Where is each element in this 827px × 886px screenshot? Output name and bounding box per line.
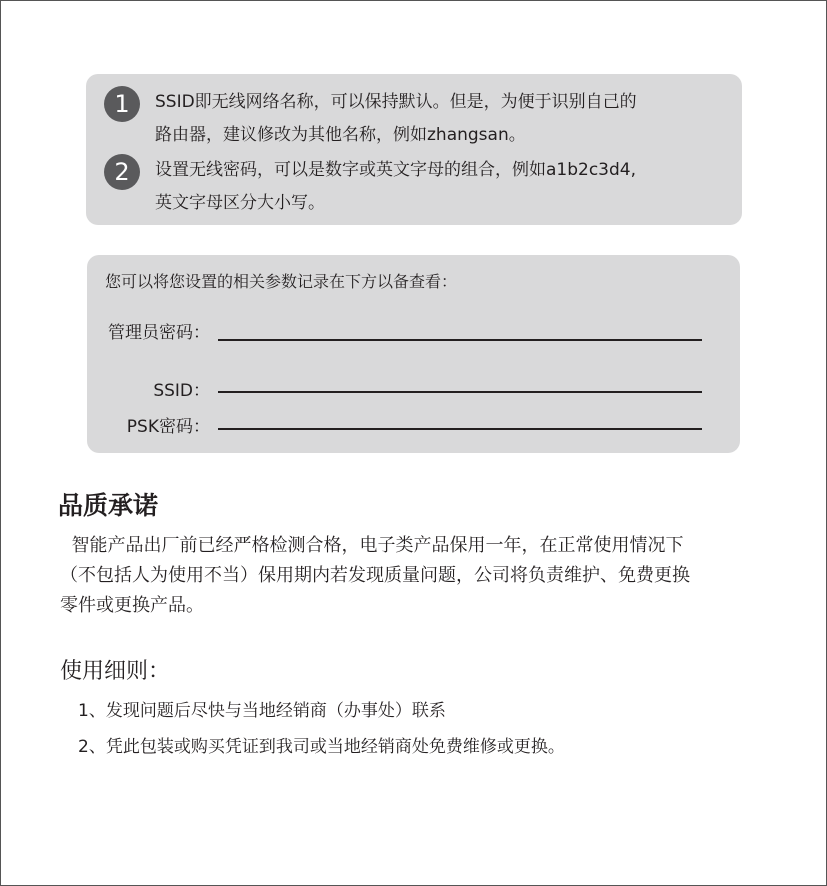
admin-password-write-line bbox=[218, 339, 702, 341]
usage-rules-title: 使用细则： bbox=[60, 659, 171, 684]
ssid-write-line bbox=[218, 391, 702, 393]
quality-line: （不包括人为使用不当）保用期内若发现质量问题，公司将负责维护、免费更换 bbox=[60, 565, 690, 586]
settings-record-box bbox=[87, 255, 740, 453]
psk-password-write-line bbox=[218, 428, 702, 430]
usage-rule-item: 1、发现问题后尽快与当地经销商（办事处）联系 bbox=[78, 701, 446, 721]
admin-password-label: 管理员密码： bbox=[108, 323, 210, 343]
usage-rule-item: 2、凭此包装或购买凭证到我司或当地经销商处免费维修或更换。 bbox=[78, 737, 565, 757]
setup-tips-box bbox=[86, 74, 742, 225]
tip-text bbox=[155, 86, 637, 152]
tip-line: 路由器，建议修改为其他名称，例如zhangsan。 bbox=[155, 125, 526, 145]
tip-line: SSID即无线网络名称，可以保持默认。但是，为便于识别自己的 bbox=[155, 92, 637, 112]
psk-password-label: PSK密码： bbox=[126, 417, 210, 437]
quality-line: 智能产品出厂前已经严格检测合格，电子类产品保用一年，在正常使用情况下 bbox=[60, 535, 684, 556]
tip-text bbox=[155, 154, 636, 220]
quality-promise-text bbox=[60, 531, 800, 621]
tip-line: 设置无线密码，可以是数字或英文字母的组合，例如a1b2c3d4, bbox=[155, 160, 637, 180]
quality-line: 零件或更换产品。 bbox=[60, 595, 204, 616]
step-number-badge: 2 bbox=[104, 154, 140, 190]
tip-line: 英文字母区分大小写。 bbox=[155, 193, 325, 213]
record-intro: 您可以将您设置的相关参数记录在下方以备查看： bbox=[105, 272, 458, 291]
quality-promise-title: 品质承诺 bbox=[58, 491, 159, 520]
ssid-label: SSID： bbox=[153, 381, 210, 401]
step-number-badge: 1 bbox=[104, 86, 140, 122]
